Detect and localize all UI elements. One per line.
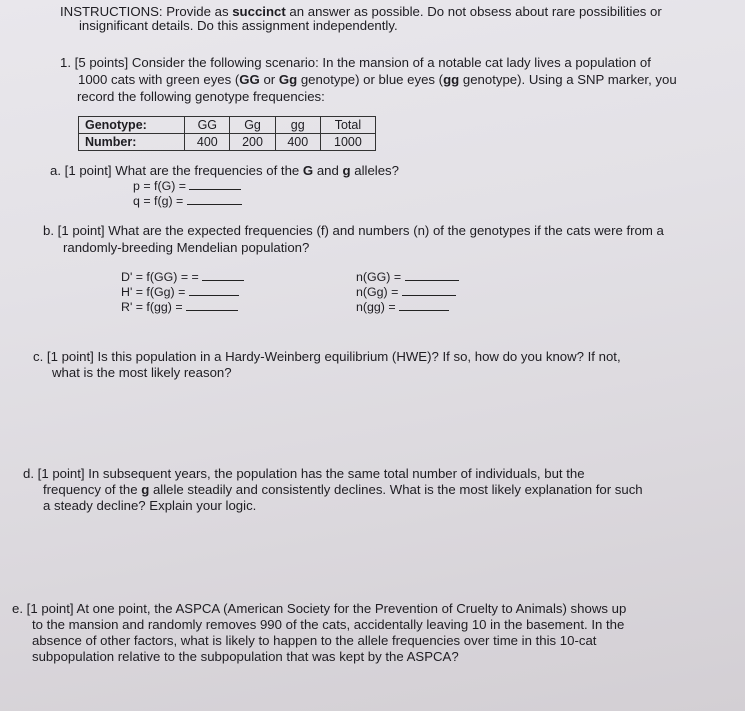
qd-line-2: frequency of the g allele steadily and consistently declines. What is the most likely explanation for such: [43, 482, 643, 497]
instructions-line-1: INSTRUCTIONS: Provide as succinct an answer as possible. Do not obsess about rare possibilities or: [60, 4, 662, 19]
q-answer-line: q = f(g) =: [133, 194, 242, 209]
qb-line-2: randomly-breeding Mendelian population?: [63, 240, 310, 255]
table-cell: Gg: [230, 117, 275, 134]
qe-line-2: to the mansion and randomly removes 990 of the cats, accidentally leaving 10 in the basement. In the: [32, 617, 625, 632]
table-row: [79, 134, 376, 151]
qd-line-1: d. [1 point] In subsequent years, the population has the same total number of individuals, but the: [23, 466, 585, 481]
q1-line-2: 1000 cats with green eyes (GG or Gg genotype) or blue eyes (gg genotype). Using a SNP marker, you: [78, 72, 677, 87]
ngg-mid-answer-line: n(Gg) =: [356, 285, 456, 300]
table-cell: gg: [275, 117, 320, 134]
q1-line-1: 1. [5 points] Consider the following scenario: In the mansion of a notable cat lady lives a population of: [60, 55, 651, 70]
table-cell: 200: [230, 134, 275, 151]
ngg-up-answer-line: n(GG) =: [356, 270, 459, 285]
h-answer-line: H' = f(Gg) =: [121, 285, 239, 300]
qa-question: a. [1 point] What are the frequencies of the G and g alleles?: [50, 163, 399, 178]
qe-line-1: e. [1 point] At one point, the ASPCA (American Society for the Prevention of Cruelty to Animals) shows up: [12, 601, 627, 616]
answer-blank[interactable]: [399, 300, 449, 311]
p-answer-line: p = f(G) =: [133, 179, 241, 194]
instructions-line-2: insignificant details. Do this assignment independently.: [79, 18, 398, 33]
qb-line-1: b. [1 point] What are the expected frequencies (f) and numbers (n) of the genotypes if the cats were from a: [43, 223, 664, 238]
genotype-table: [78, 116, 376, 151]
table-cell: 400: [275, 134, 320, 151]
table-row: [79, 117, 376, 134]
answer-blank[interactable]: [189, 179, 241, 190]
qc-line-1: c. [1 point] Is this population in a Hardy-Weinberg equilibrium (HWE)? If so, how do you know? If not,: [33, 349, 621, 364]
ngg-low-answer-line: n(gg) =: [356, 300, 449, 315]
table-cell: GG: [185, 117, 230, 134]
genotype-header-label: Genotype:: [79, 117, 185, 134]
qe-line-4: subpopulation relative to the subpopulation that was kept by the ASPCA?: [32, 649, 459, 664]
qe-line-3: absence of other factors, what is likely to happen to the allele frequencies over time in this 10-cat: [32, 633, 597, 648]
answer-blank[interactable]: [187, 194, 242, 205]
number-row-label: Number:: [79, 134, 185, 151]
r-answer-line: R' = f(gg) =: [121, 300, 238, 315]
qc-line-2: what is the most likely reason?: [52, 365, 232, 380]
answer-blank[interactable]: [405, 270, 459, 281]
table-cell: 400: [185, 134, 230, 151]
d-answer-line: D' = f(GG) = =: [121, 270, 244, 285]
q1-line-3: record the following genotype frequencies:: [77, 89, 325, 104]
answer-blank[interactable]: [402, 285, 456, 296]
answer-blank[interactable]: [186, 300, 238, 311]
qd-line-3: a steady decline? Explain your logic.: [43, 498, 257, 513]
answer-blank[interactable]: [189, 285, 239, 296]
answer-blank[interactable]: [202, 270, 244, 281]
table-cell: Total: [320, 117, 375, 134]
table-cell: 1000: [320, 134, 375, 151]
